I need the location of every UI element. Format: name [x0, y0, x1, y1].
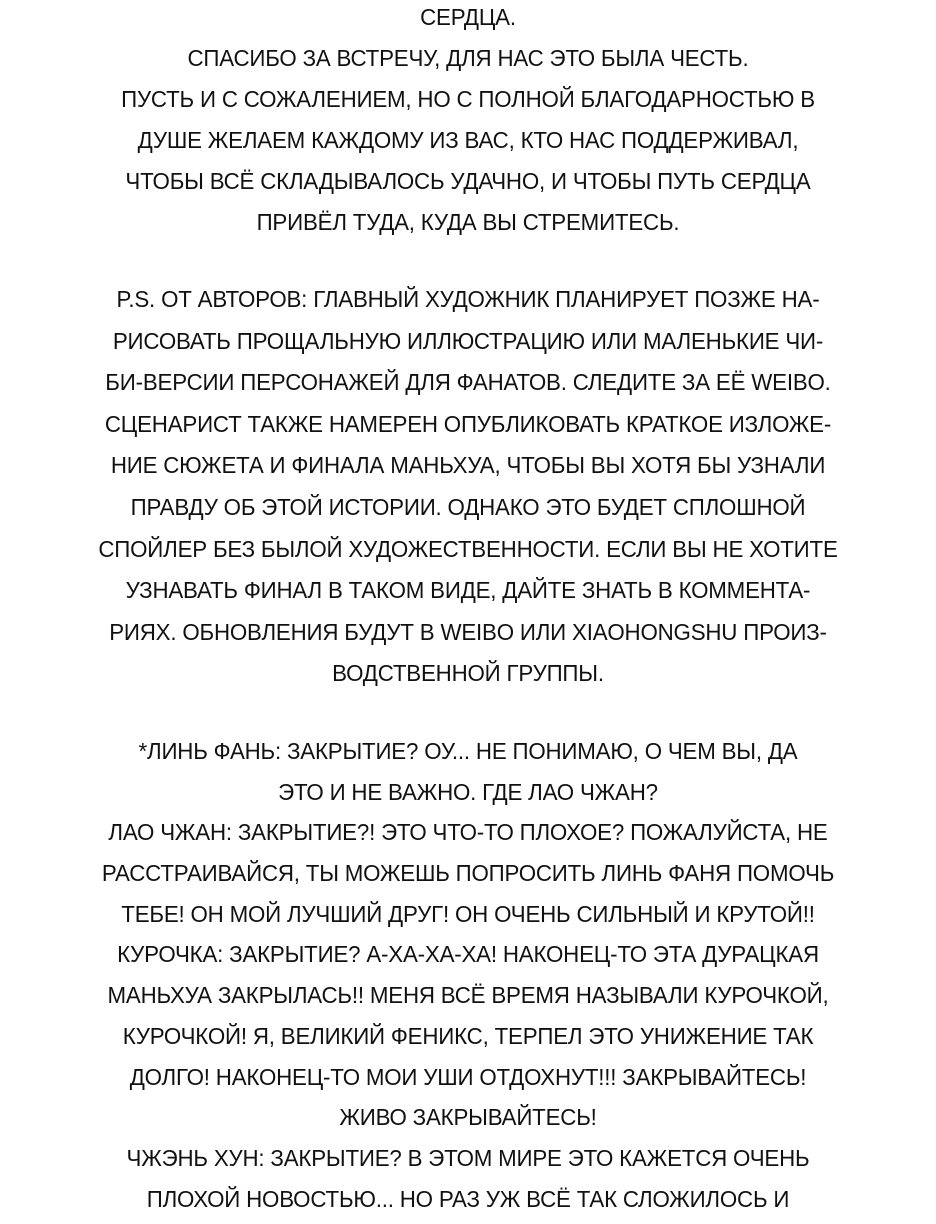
text-line: НИЕ СЮЖЕТА И ФИНАЛА МАНЬХУА, ЧТОБЫ ВЫ ХОТЯ БЫ УЗНАЛИ	[110, 452, 826, 479]
text-line: ЧТОБЫ ВСЁ СКЛАДЫВАЛОСЬ УДАЧНО, И ЧТОБЫ ПУТЬ СЕРДЦА	[125, 168, 811, 194]
text-line: РИЯХ. ОБНОВЛЕНИЯ БУДУТ В WEIBO ИЛИ XIAOHONGSHU ПРОИЗ-	[109, 618, 827, 645]
text-line: ДОЛГО! НАКОНЕЦ-ТО МОИ УШИ ОТДОХНУТ!!! ЗАКРЫВАЙТЕСЬ!	[129, 1063, 807, 1090]
text-line: РАССТРАИВАЙСЯ, ТЫ МОЖЕШЬ ПОПРОСИТЬ ЛИНЬ ФАНЯ ПОМОЧЬ	[101, 860, 835, 887]
text-line: ПРАВДУ ОБ ЭТОЙ ИСТОРИИ. ОДНАКО ЭТО БУДЕТ СПЛОШНОЙ	[130, 493, 806, 520]
text-line: ПУСТЬ И С СОЖАЛЕНИЕМ, НО С ПОЛНОЙ БЛАГОДАРНОСТЬЮ В	[121, 86, 815, 112]
text-line: ЭТО И НЕ ВАЖНО. ГДЕ ЛАО ЧЖАН?	[278, 778, 658, 805]
text-line: МАНЬХУА ЗАКРЫЛАСЬ!! МЕНЯ ВСЁ ВРЕМЯ НАЗЫВАЛИ КУРОЧКОЙ,	[107, 982, 829, 1009]
text-line: БИ-ВЕРСИИ ПЕРСОНАЖЕЙ ДЛЯ ФАНАТОВ. СЛЕДИТЕ ЗА ЕЁ WEIBO.	[105, 369, 831, 396]
text-line: РИСОВАТЬ ПРОЩАЛЬНУЮ ИЛЛЮСТРАЦИЮ ИЛИ МАЛЕНЬКИЕ ЧИ-	[112, 327, 824, 354]
text-line: ЖИВО ЗАКРЫВАЙТЕСЬ!	[339, 1104, 597, 1131]
text-line: КУРОЧКА: ЗАКРЫТИЕ? А-ХА-ХА-ХА! НАКОНЕЦ-ТО ЭТА ДУРАЦКАЯ	[117, 941, 819, 968]
text-line: ПРИВЁЛ ТУДА, КУДА ВЫ СТРЕМИТЕСЬ.	[256, 209, 680, 235]
text-line: СЕРДЦА.	[420, 4, 516, 30]
text-line: УЗНАВАТЬ ФИНАЛ В ТАКОМ ВИДЕ, ДАЙТЕ ЗНАТЬ В КОММЕНТА-	[125, 577, 811, 604]
text-line: ЧЖЭНЬ ХУН: ЗАКРЫТИЕ? В ЭТОМ МИРЕ ЭТО КАЖЕТСЯ ОЧЕНЬ	[126, 1144, 810, 1171]
text-line: СЦЕНАРИСТ ТАКЖЕ НАМЕРЕН ОПУБЛИКОВАТЬ КРАТКОЕ ИЗЛОЖЕ-	[104, 410, 832, 437]
text-line: P.S. ОТ АВТОРОВ: ГЛАВНЫЙ ХУДОЖНИК ПЛАНИРУЕТ ПОЗЖЕ НА-	[116, 286, 820, 312]
text-line: СПОЙЛЕР БЕЗ БЫЛОЙ ХУДОЖЕСТВЕННОСТИ. ЕСЛИ ВЫ НЕ ХОТИТЕ	[98, 535, 838, 562]
text-line: СПАСИБО ЗА ВСТРЕЧУ, ДЛЯ НАС ЭТО БЫЛА ЧЕСТЬ.	[187, 45, 749, 71]
text-line: КУРОЧКОЙ! Я, ВЕЛИКИЙ ФЕНИКС, ТЕРПЕЛ ЭТО УНИЖЕНИЕ ТАК	[122, 1022, 814, 1049]
text-line: ЛАО ЧЖАН: ЗАКРЫТИЕ?! ЭТО ЧТО-ТО ПЛОХОЕ? ПОЖАЛУЙСТА, НЕ	[108, 819, 828, 846]
text-line: ВОДСТВЕННОЙ ГРУППЫ.	[332, 660, 604, 687]
farewell-paragraph	[0, 0, 936, 243]
character-comments-paragraph	[0, 731, 936, 1219]
text-line: ПЛОХОЙ НОВОСТЬЮ... НО РАЗ УЖ ВСЁ ТАК СЛОЖИЛОСЬ И	[146, 1185, 790, 1212]
text-line: ТЕБЕ! ОН МОЙ ЛУЧШИЙ ДРУГ! ОН ОЧЕНЬ СИЛЬНЫЙ И КРУТОЙ!!	[121, 900, 815, 927]
authors-postscript-paragraph	[0, 279, 936, 695]
text-line: ДУШЕ ЖЕЛАЕМ КАЖДОМУ ИЗ ВАС, КТО НАС ПОДДЕРЖИВАЛ,	[137, 127, 799, 153]
text-line: *ЛИНЬ ФАНЬ: ЗАКРЫТИЕ? ОУ... НЕ ПОНИМАЮ, О ЧЕМ ВЫ, ДА	[138, 738, 798, 764]
